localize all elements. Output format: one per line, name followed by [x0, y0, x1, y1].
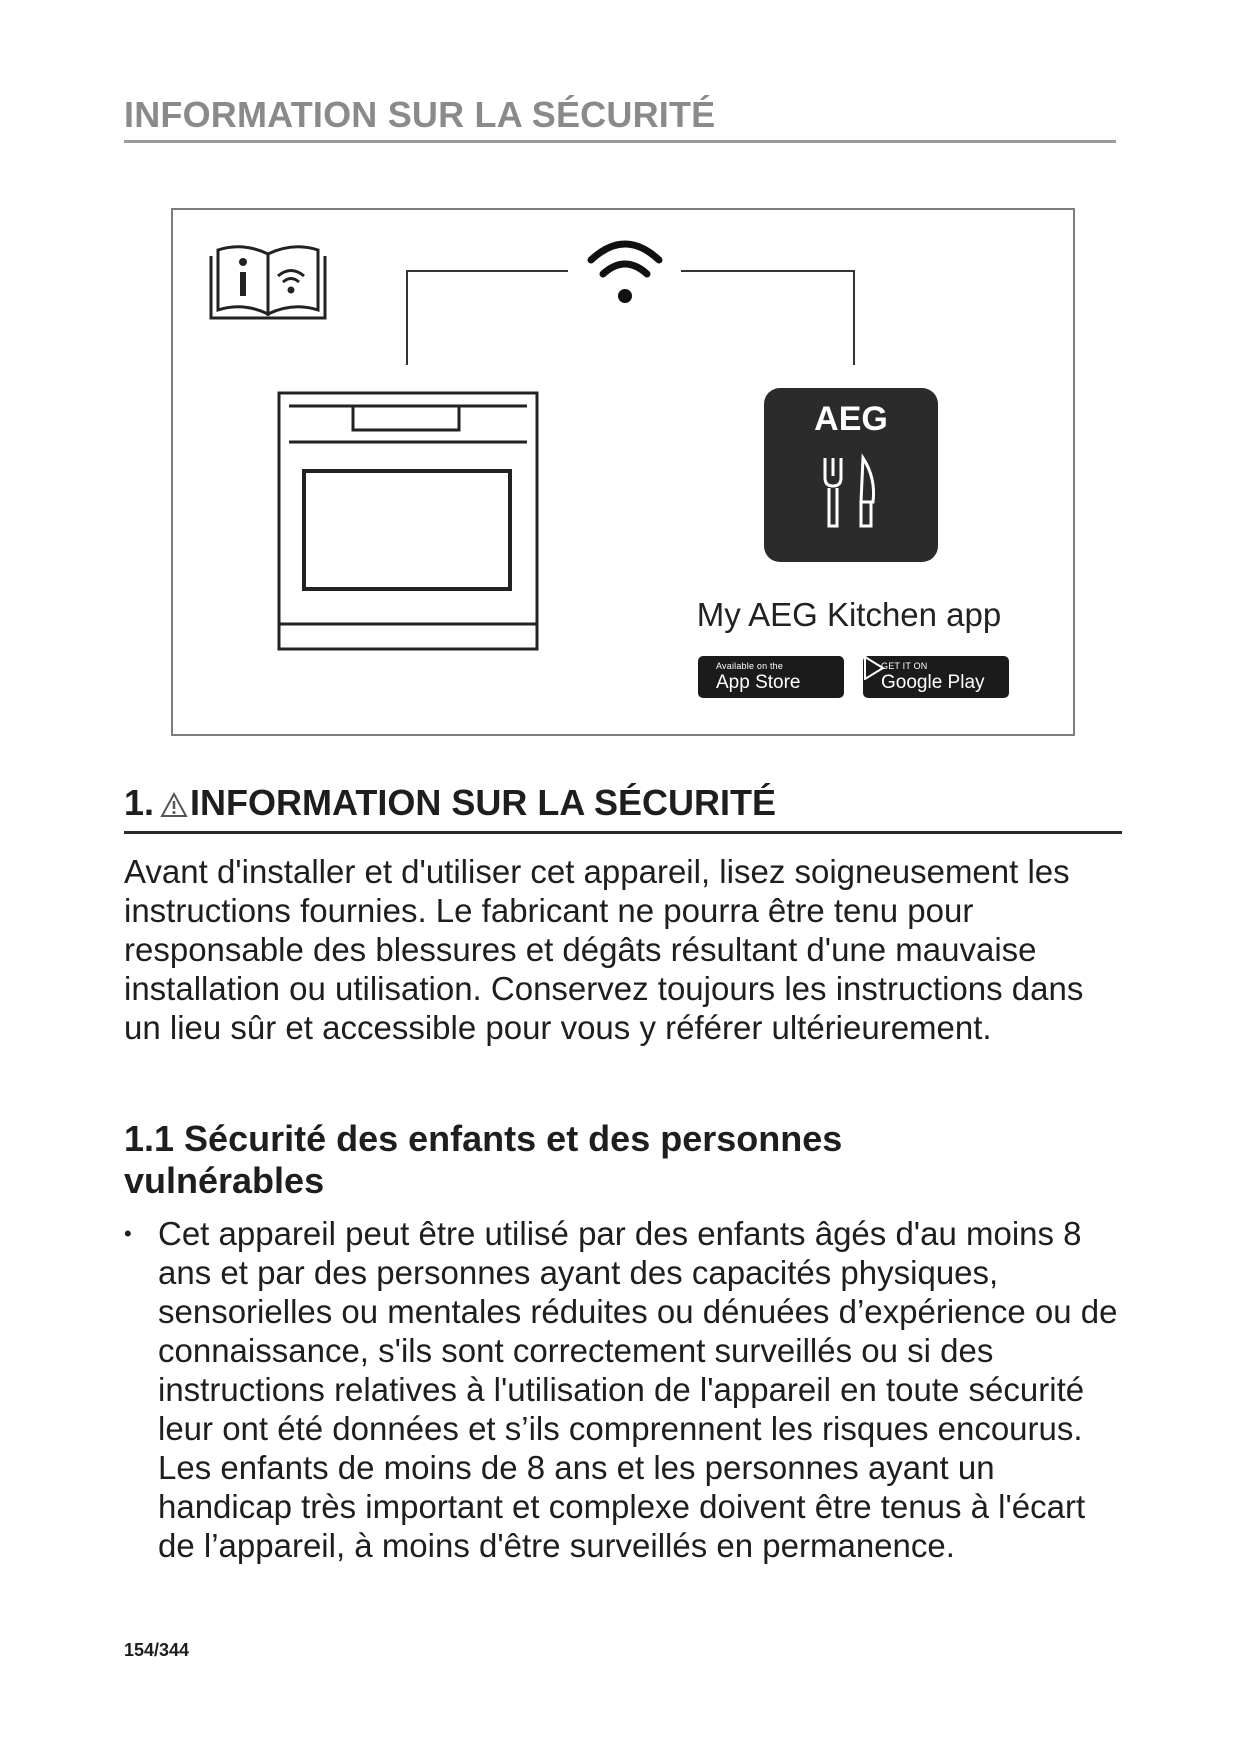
list-item: [124, 1214, 1124, 1565]
bullet-list: [124, 1214, 1124, 1565]
section-title: [124, 782, 1122, 834]
subsection-title: 1.1 Sécurité des enfants et des personnes vulnérables: [124, 1118, 843, 1201]
list-item-text: Cet appareil peut être utilisé par des enfants âgés d'au moins 8 ans et par des personnes ayant des capacités physiques, sensorielles ou mentales réduites ou dénuées d’expérience ou de connaissance, s'ils sont correctement surveillés ou si des instructions relatives à l'utilisation de l'appareil en toute sécurité leur ont été données et s’ils comprennent les risques encourus. Les enfants de moins de 8 ans et les personnes ayant un handicap très important et complexe doivent être tenus à l'écart de l’appareil, à moins d'être surveillés en permanence.: [158, 1215, 1118, 1564]
section-number: 1.: [124, 782, 155, 823]
aeg-brand-label: AEG: [814, 400, 888, 438]
oven-icon: [279, 393, 537, 649]
page-header: INFORMATION SUR LA SÉCURITÉ: [124, 94, 1116, 143]
page-number: 154/344: [124, 1640, 190, 1660]
connectivity-figure: [171, 208, 1075, 736]
app-store-small-label: Available on the: [716, 661, 784, 671]
aeg-app-icon: [764, 388, 938, 562]
manual-info-wifi-icon: [211, 247, 325, 318]
app-store-label: App Store: [716, 672, 801, 693]
warning-icon: [160, 785, 188, 827]
section-title-text: INFORMATION SUR LA SÉCURITÉ: [190, 782, 777, 823]
google-play-label: Google Play: [881, 672, 985, 693]
google-play-small-label: GET IT ON: [881, 661, 928, 671]
bullet-icon: •: [124, 1221, 132, 1246]
app-store-badge[interactable]: [698, 656, 844, 698]
google-play-badge[interactable]: [863, 656, 1009, 698]
app-name: My AEG Kitchen app: [696, 596, 1002, 633]
connection-lines: [407, 271, 854, 365]
wifi-icon: [591, 244, 659, 303]
intro-paragraph: Avant d'installer et d'utiliser cet appareil, lisez soigneusement les instructions fournies. Le fabricant ne pourra être tenu pour responsable des blessures et dégâts résultant d'une mauvaise installation ou utilisation. Conservez toujours les instructions dans un lieu sûr et accessible pour vous y référer ultérieurement.: [124, 853, 1084, 1046]
